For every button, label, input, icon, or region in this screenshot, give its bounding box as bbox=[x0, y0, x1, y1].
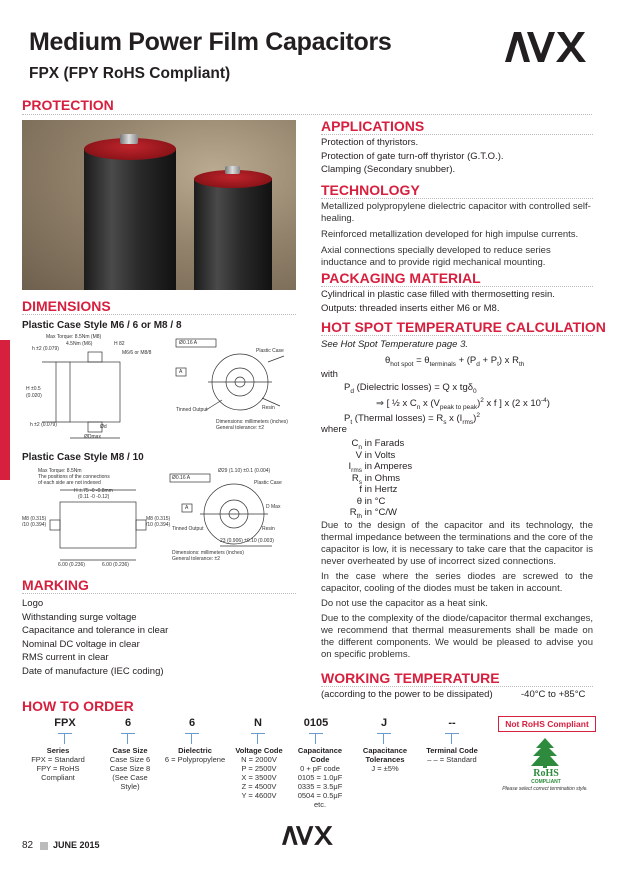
rohs-note: Please select correct termination style. bbox=[502, 786, 588, 792]
marking-item: Withstanding surge voltage bbox=[22, 611, 137, 623]
style2-torque: Max Torque: 8.5Nm bbox=[38, 468, 82, 474]
with-label: with bbox=[321, 369, 338, 380]
divider bbox=[22, 314, 296, 315]
drawing-style2 bbox=[22, 466, 296, 570]
order-label: Series bbox=[46, 746, 70, 755]
order-label: Voltage Code bbox=[235, 746, 283, 755]
order-label: Case Size bbox=[112, 746, 148, 755]
order-tick bbox=[377, 733, 391, 744]
style2-width-left: 6.00 (0.236) bbox=[58, 562, 85, 568]
formula-q: ⇒ [ ½ x $C_n$ x $(V_{peak to peak})^2$ x f ] x (2 x $10^{-4}$) bbox=[376, 397, 550, 412]
side-tab bbox=[0, 340, 10, 480]
divider bbox=[22, 593, 296, 594]
formula-pt: $P_t$ (Thermal losses) = $R_s$ x $(I_{rms})^2$ bbox=[344, 412, 480, 427]
application-item: Clamping (Secondary snubber). bbox=[321, 164, 456, 175]
style1-datum: A bbox=[179, 369, 183, 375]
section-packaging: PACKAGING MATERIAL bbox=[321, 270, 481, 286]
style1-title: Plastic Case Style M6 / 6 or M8 / 8 bbox=[22, 320, 182, 331]
order-tick bbox=[185, 733, 199, 744]
divider bbox=[321, 686, 593, 687]
order-value: Case Size 6 bbox=[109, 755, 151, 764]
style1-torque-m6: 4.5Nm (M6) bbox=[66, 341, 93, 347]
order-code-tolerance: J bbox=[380, 717, 388, 729]
marking-item: RMS current in clear bbox=[22, 652, 109, 663]
style1-thread: M6/6 or M8/8 bbox=[122, 350, 152, 356]
formula-theta: $\theta_{hot spot} = \theta_{terminals} + (P_d + P_t)$ x $R_{th}$ bbox=[385, 355, 525, 368]
order-dielectric bbox=[160, 746, 230, 764]
order-value: X = 3500V bbox=[241, 773, 277, 782]
style2-positions-2: of each side are not indexed bbox=[38, 480, 101, 486]
section-working-temp: WORKING TEMPERATURE bbox=[321, 670, 500, 686]
style2-units: Dimensions: millimeters (inches) bbox=[172, 550, 244, 556]
order-value: N = 2000V bbox=[241, 755, 277, 764]
order-value: etc. bbox=[313, 800, 327, 809]
divider bbox=[321, 335, 593, 336]
style2-positions: The positions of the connections bbox=[38, 474, 110, 480]
marking-list bbox=[22, 597, 296, 678]
packaging-item: Cylindrical in plastic case filled with thermosetting resin. bbox=[321, 289, 555, 300]
where-table bbox=[338, 437, 488, 518]
rohs-tree-icon bbox=[530, 738, 560, 768]
order-value: Case Size 8 bbox=[109, 764, 151, 773]
marking-item: Capacitance and tolerance in clear bbox=[22, 625, 169, 636]
order-case bbox=[98, 746, 162, 791]
style2-m10-right: /10 (0.394) bbox=[146, 522, 171, 528]
style1-tinned-output: Tinned Output bbox=[176, 407, 208, 413]
marking-item: Nominal DC voltage in clear bbox=[22, 638, 140, 650]
where-row: θ in °C bbox=[356, 495, 386, 507]
where-row: $C_n$ in Farads bbox=[351, 438, 405, 451]
note-paragraph: Due to the design of the capacitor and its technology, the thermal impedance between the terminations and the core of the capacitor is low, it is necessary to take care that the capacitor is never overheated by use of incorrect sized connections. bbox=[321, 520, 593, 567]
order-tick bbox=[121, 733, 135, 744]
order-tick bbox=[58, 733, 72, 744]
style2-title: Plastic Case Style M8 / 10 bbox=[22, 452, 144, 463]
note-paragraph: Due to the complexity of the diode/capacitor thermal exchanges, we recommend that thermal measurements shall be made on the different components. We would be pleased to advise you on specific problems. bbox=[321, 613, 593, 660]
footer-separator bbox=[40, 842, 48, 850]
style1-h-top: h ±2 (0.079) bbox=[32, 346, 59, 352]
order-code-dielectric: 6 bbox=[188, 717, 196, 729]
style1-H: H ±0.5 bbox=[26, 386, 41, 392]
style2-m8-left: M8 (0.315) bbox=[22, 516, 47, 522]
style1-tolerance: General tolerance: ±2 bbox=[216, 425, 265, 431]
order-value: 0 + pF code bbox=[300, 764, 340, 773]
order-code-termination: -- bbox=[448, 717, 456, 729]
footer-date: JUNE 2015 bbox=[53, 840, 100, 850]
order-value: Style) bbox=[120, 782, 140, 791]
style1-h: H 82 bbox=[114, 341, 125, 347]
applications-list bbox=[321, 136, 593, 177]
style2-dmax: D Max bbox=[266, 504, 281, 510]
application-item: Protection of thyristors. bbox=[321, 137, 419, 148]
divider bbox=[321, 198, 593, 199]
footer-page-number: 82 bbox=[22, 840, 34, 851]
order-value: – – = Standard bbox=[427, 755, 477, 764]
order-value: Compliant bbox=[41, 773, 75, 782]
not-rohs-badge: Not RoHS Compliant bbox=[498, 716, 596, 732]
section-technology: TECHNOLOGY bbox=[321, 182, 420, 198]
order-value: FPX = Standard bbox=[31, 755, 85, 764]
style2-tolerance: General tolerance: ±2 bbox=[172, 556, 221, 562]
order-tick bbox=[251, 733, 265, 744]
order-label: Terminal Code bbox=[426, 746, 478, 755]
divider bbox=[321, 286, 593, 287]
order-value: J = ±5% bbox=[371, 764, 399, 773]
style2-tinned-output: Tinned Output bbox=[172, 526, 204, 532]
application-item: Protection of gate turn-off thyristor (G.T.O.). bbox=[321, 150, 504, 162]
order-label: Dielectric bbox=[178, 746, 212, 755]
style1-tol-box: Ø0.16 A bbox=[179, 340, 198, 346]
product-photo bbox=[22, 120, 296, 290]
where-row: $I_{rms}$ in Amperes bbox=[348, 461, 413, 474]
order-value: FPY = RoHS bbox=[36, 764, 80, 773]
order-value: 0105 = 1.0μF bbox=[297, 773, 343, 782]
rohs-logo-text: RoHS bbox=[533, 768, 559, 779]
style2-width-right: 6.00 (0.236) bbox=[102, 562, 129, 568]
packaging-list bbox=[321, 288, 593, 315]
where-row: V in Volts bbox=[355, 449, 396, 461]
style2-H-in: (0.11 -0 -0.12) bbox=[78, 494, 110, 500]
where-label: where bbox=[321, 424, 347, 435]
order-tick bbox=[445, 733, 459, 744]
technology-item: Reinforced metallization developed for high impulse currents. bbox=[321, 229, 579, 240]
note-paragraph: In the case where the series diodes are screwed to the capacitor, cooling of the diodes must be taken in account. bbox=[321, 571, 593, 594]
order-series bbox=[22, 746, 94, 782]
style1-d: Ød bbox=[100, 424, 107, 430]
section-protection: PROTECTION bbox=[22, 97, 114, 113]
marking-item: Date of manufacture (IEC coding) bbox=[22, 665, 164, 677]
hot-spot-notes bbox=[321, 520, 593, 661]
note-paragraph: Do not use the capacitor as a heat sink. bbox=[321, 598, 488, 609]
where-row: $R_{th}$ in °C/W bbox=[349, 507, 397, 520]
section-marking: MARKING bbox=[22, 577, 89, 593]
section-how-to-order: HOW TO ORDER bbox=[22, 698, 134, 714]
hot-spot-intro: See Hot Spot Temperature page 3. bbox=[321, 339, 468, 350]
style2-m10-left: /10 (0.394) bbox=[22, 522, 47, 528]
section-applications: APPLICATIONS bbox=[321, 118, 425, 134]
order-code-case: 6 bbox=[124, 717, 132, 729]
style1-dmax: ØDmax bbox=[84, 434, 101, 440]
where-row: $R_s$ in Ohms bbox=[351, 472, 401, 486]
style1-plastic-case: Plastic Case bbox=[256, 348, 284, 354]
divider bbox=[321, 134, 593, 135]
working-temp-range: -40°C to +85°C bbox=[521, 689, 586, 700]
style2-tol-box: Ø0.16 A bbox=[172, 475, 191, 481]
order-tick bbox=[309, 733, 323, 744]
order-value: P = 2500V bbox=[241, 764, 277, 773]
style2-m8-right: M8 (0.315) bbox=[146, 516, 171, 522]
marking-item: Logo bbox=[22, 598, 44, 609]
technology-item: Axial connections specially developed to reduce series inductance and to provide rigid mechanical mounting. bbox=[321, 245, 551, 268]
page-title: Medium Power Film Capacitors bbox=[29, 28, 392, 56]
style2-plastic-case: Plastic Case bbox=[254, 480, 282, 486]
order-value: (See Case bbox=[112, 773, 148, 782]
page-subtitle: FPX (FPY RoHS Compliant) bbox=[29, 65, 231, 82]
style1-H-in: (0.020) bbox=[26, 393, 42, 399]
technology-item: Metallized polypropylene dielectric capacitor with controlled self-healing. bbox=[321, 201, 591, 224]
where-row: f in Hertz bbox=[359, 484, 398, 495]
packaging-item: Outputs: threaded inserts either M6 or M8. bbox=[321, 302, 500, 314]
style1-h-bottom: h ±2 (0.079) bbox=[30, 422, 57, 428]
style1-units: Dimensions: millimeters (inches) bbox=[216, 419, 288, 425]
order-code-capacitance: 0105 bbox=[303, 717, 329, 729]
section-hot-spot: HOT SPOT TEMPERATURE CALCULATION bbox=[321, 319, 606, 335]
style2-resin: Resin bbox=[262, 526, 275, 532]
order-value: 0335 = 3.5μF bbox=[297, 782, 343, 791]
footer-avx-logo bbox=[282, 826, 336, 845]
order-voltage bbox=[232, 746, 286, 800]
working-temp-note: (according to the power to be dissipated) bbox=[321, 689, 493, 700]
drawing-style1 bbox=[22, 334, 296, 444]
order-value: Y = 4600V bbox=[241, 791, 277, 800]
style1-torque: Max Torque: 8.5Nm (M8) bbox=[46, 334, 102, 340]
style2-thread-dia: 23 (0.906) ±0.10 (0.003) bbox=[220, 538, 274, 544]
technology-text bbox=[321, 201, 593, 269]
order-code-voltage: N bbox=[254, 717, 262, 729]
order-label: Capacitance Code bbox=[297, 746, 343, 764]
style2-H: H ±.75 -0 -0.8mm bbox=[74, 488, 113, 494]
avx-logo bbox=[505, 32, 591, 62]
order-value: 0504 = 0.5μF bbox=[297, 791, 343, 800]
style2-datum: A bbox=[185, 505, 189, 511]
order-tolerance bbox=[356, 746, 414, 773]
rohs-compliant-text: COMPLIANT bbox=[531, 779, 561, 785]
style1-resin: Resin bbox=[262, 405, 275, 411]
section-dimensions: DIMENSIONS bbox=[22, 298, 111, 314]
order-termination bbox=[418, 746, 486, 764]
formula-pd: $P_d$ (Dielectric losses) = Q x tgδ$_0$ bbox=[344, 382, 477, 395]
style2-diameter: Ø29 (1.10) ±0.1 (0.004) bbox=[218, 468, 271, 474]
order-capacitance bbox=[288, 746, 352, 809]
order-value: Z = 4500V bbox=[241, 782, 277, 791]
order-label: Capacitance Tolerances bbox=[362, 746, 408, 764]
order-value: 6 = Polypropylene bbox=[164, 755, 226, 764]
order-code-series: FPX bbox=[54, 717, 76, 729]
divider bbox=[22, 114, 592, 115]
